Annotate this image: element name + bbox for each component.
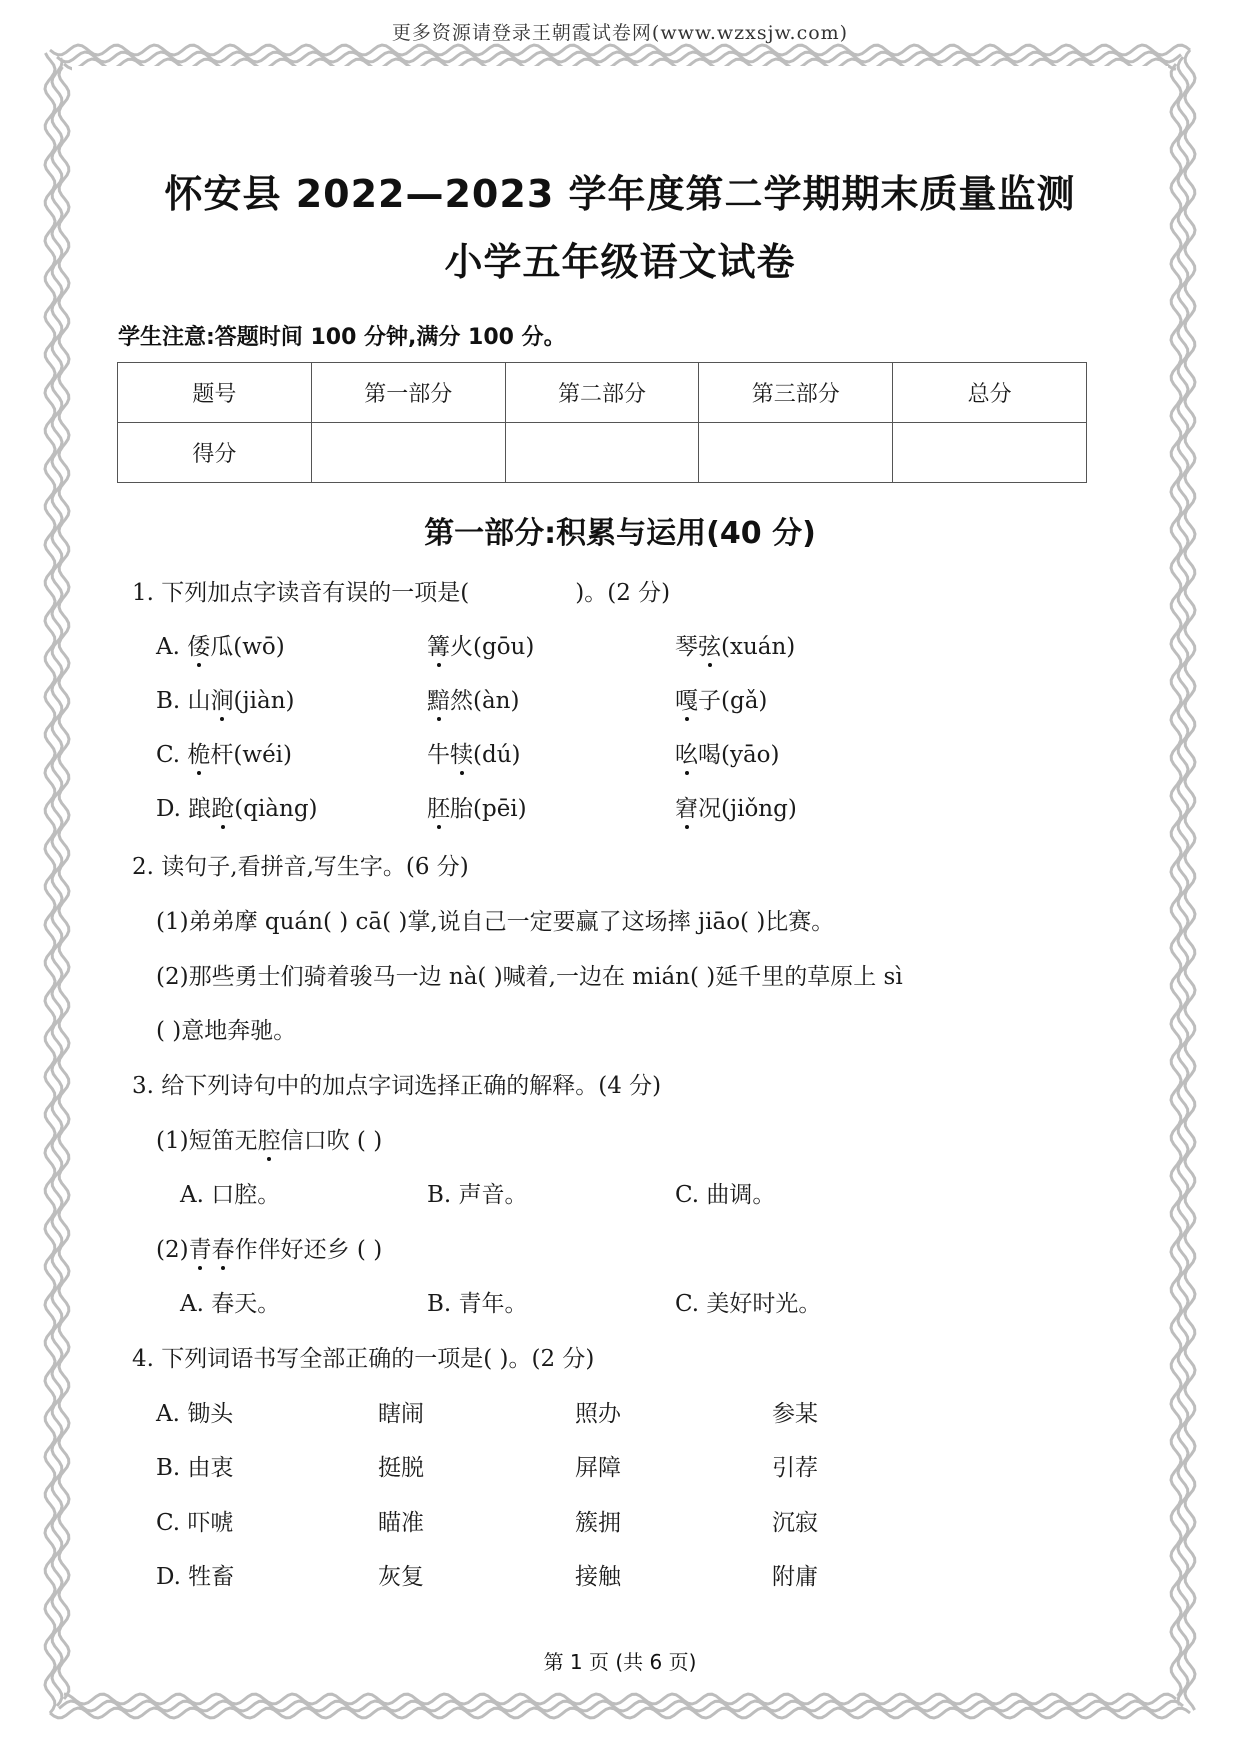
q1-word-post: 胎(pēi) [450, 796, 527, 822]
q3-part2 [156, 1231, 382, 1264]
q1-word-post: 况(jiǒng) [698, 796, 797, 822]
q4-stem: 4. 下列词语书写全部正确的一项是( )。(2 分) [132, 1346, 595, 1372]
q1-dotted-char: 弦 [698, 628, 721, 661]
q1-option-item [156, 790, 318, 823]
q1-option-item [427, 736, 520, 769]
q1-dotted-char: 倭 [187, 628, 210, 661]
q4-word: B. 由衷 [156, 1455, 234, 1481]
q1-word-pre: 牛 [427, 742, 450, 768]
q3-p1-dotted-char: 腔 [258, 1122, 281, 1155]
q1-dotted-char: 篝 [427, 628, 450, 661]
q1-option-item [156, 628, 285, 661]
q4-word: 参某 [772, 1401, 818, 1427]
section1-title: 第一部分:积累与运用(40 分) [424, 516, 816, 551]
q3-p2-option-a: A. 春天。 [180, 1291, 281, 1317]
q1-word-post: (qiàng) [234, 796, 318, 822]
q1-word-post: 瓜(wō) [210, 634, 285, 660]
score-blank-cell[interactable] [893, 423, 1087, 483]
q3-p2-pre: (2) [156, 1237, 189, 1263]
q4-word: 瞎闹 [378, 1401, 424, 1427]
q3-p2-option-b: B. 青年。 [427, 1291, 528, 1317]
q1-dotted-word: 加点字 [207, 580, 277, 606]
q4-word: 照办 [575, 1401, 621, 1427]
score-header-cell: 题号 [118, 363, 312, 423]
q3-part1 [156, 1122, 382, 1155]
q4-word: 灰复 [378, 1564, 424, 1590]
q3-p2-post: 作伴好还乡 ( ) [234, 1237, 383, 1263]
q3-p1-post: 信口吹 ( ) [280, 1128, 383, 1154]
q4-word: 瞄准 [378, 1510, 424, 1536]
q1-word-pre: 琴 [675, 634, 698, 660]
q1-option-item [156, 682, 295, 715]
q3-p1-pre: (1)短笛无 [156, 1128, 258, 1154]
q1-option-item [675, 790, 797, 823]
q4-word: C. 吓唬 [156, 1510, 234, 1536]
q1-word-post: (jiàn) [233, 688, 295, 714]
student-notice: 学生注意:答题时间 100 分钟,满分 100 分。 [118, 325, 566, 350]
q4-word: D. 牲畜 [156, 1564, 235, 1590]
q3-p1-option-c: C. 曲调。 [675, 1182, 776, 1208]
q1-word-post: 喝(yāo) [698, 742, 780, 768]
q1-stem [132, 574, 670, 607]
q1-word-post: 然(àn) [450, 688, 520, 714]
q1-dotted-char: 嘎 [675, 682, 698, 715]
q3-p1-option-b: B. 声音。 [427, 1182, 528, 1208]
score-blank-cell[interactable] [505, 423, 699, 483]
q1-dotted-char: 吆 [675, 736, 698, 769]
q1-option-label: B. [156, 688, 188, 714]
q2-stem: 2. 读句子,看拼音,写生字。(6 分) [132, 854, 469, 880]
q1-word-post: (dú) [473, 742, 521, 768]
score-header-cell: 第一部分 [311, 363, 505, 423]
exam-title-line2: 小学五年级语文试卷 [444, 240, 796, 284]
q1-suffix: 读音有误的一项是( [276, 580, 470, 606]
q3-stem: 3. 给下列诗句中的加点字词选择正确的解释。(4 分) [132, 1073, 662, 1099]
q1-option-label: A. [156, 634, 188, 660]
score-blank-cell[interactable] [311, 423, 505, 483]
q4-word: 引荐 [772, 1455, 818, 1481]
score-blank-cell[interactable] [699, 423, 893, 483]
q4-word: A. 锄头 [156, 1401, 234, 1427]
q3-p1-option-a: A. 口腔。 [180, 1182, 281, 1208]
score-table-header-row [118, 363, 1087, 423]
q2-sentence1: (1)弟弟摩 quán( ) cā( )掌,说自己一定要赢了这场摔 jiāo( )比赛。 [156, 909, 835, 935]
q1-dotted-char: 涧 [211, 682, 234, 715]
q4-word: 接触 [575, 1564, 621, 1590]
q1-dotted-char: 跄 [211, 790, 234, 823]
q1-word-post: 杆(wéi) [210, 742, 293, 768]
page-footer: 第 1 页 (共 6 页) [543, 1650, 697, 1674]
score-table-score-row [118, 423, 1087, 483]
q3-p2-dotted-char: 青 [189, 1231, 212, 1264]
q1-word-pre: 山 [187, 688, 211, 714]
q1-option-item [427, 790, 527, 823]
q1-option-item [675, 736, 780, 769]
q4-word: 附庸 [772, 1564, 818, 1590]
score-header-cell: 总分 [893, 363, 1087, 423]
q1-option-item [427, 628, 534, 661]
score-row-label: 得分 [118, 423, 312, 483]
score-table [117, 362, 1087, 483]
q1-dotted-char: 窘 [675, 790, 698, 823]
q2-sentence2b: ( )意地奔驰。 [156, 1018, 297, 1044]
q1-dotted-char: 犊 [450, 736, 473, 769]
q1-word-post: 火(gōu) [450, 634, 535, 660]
q1-option-label: C. [156, 742, 188, 768]
q4-word: 沉寂 [772, 1510, 818, 1536]
watermark-text: 更多资源请登录王朝霞试卷网(www.wzxsjw.com) [391, 22, 849, 44]
q1-dotted-char: 胚 [427, 790, 450, 823]
q1-option-item [427, 682, 519, 715]
q1-option-item [675, 628, 795, 661]
q1-word-post: 子(gǎ) [698, 688, 768, 714]
q3-p2-option-c: C. 美好时光。 [675, 1291, 822, 1317]
q4-word: 簇拥 [575, 1510, 621, 1536]
q4-word: 屏障 [575, 1455, 621, 1481]
q3-p2-dotted-char: 春 [212, 1231, 235, 1264]
q1-option-item [156, 736, 292, 769]
exam-title-line1: 怀安县 2022—2023 学年度第二学期期末质量监测 [164, 172, 1076, 216]
q1-prefix: 1. 下列 [132, 580, 208, 606]
score-header-cell: 第三部分 [699, 363, 893, 423]
score-header-cell: 第二部分 [505, 363, 699, 423]
q2-sentence2a: (2)那些勇士们骑着骏马一边 nà( )喊着,一边在 mián( )延千里的草原上 sì [156, 964, 903, 990]
q1-option-item [675, 682, 767, 715]
q1-dotted-char: 黯 [427, 682, 450, 715]
q1-word-pre: 踉 [188, 796, 212, 822]
q1-word-post: (xuán) [721, 634, 796, 660]
q1-option-label: D. [156, 796, 189, 822]
q1-tail: )。(2 分) [575, 580, 671, 606]
q1-dotted-char: 桅 [187, 736, 210, 769]
q4-word: 挺脱 [378, 1455, 424, 1481]
